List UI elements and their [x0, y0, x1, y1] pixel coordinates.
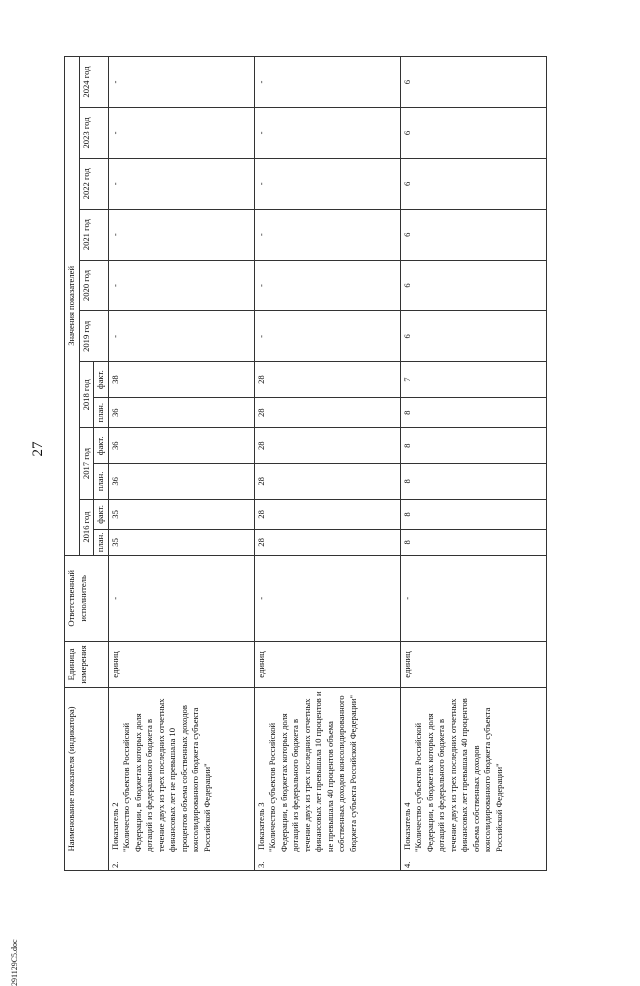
value-2018-fact: 7: [400, 362, 546, 398]
header-plan-2017: план.: [94, 464, 109, 500]
header-fact-2017: факт.: [94, 428, 109, 464]
value-2020: -: [108, 260, 254, 311]
value-2022: -: [108, 158, 254, 209]
value-2016-plan: 35: [108, 530, 254, 555]
rotated-page: [64, 11, 544, 871]
value-2019: 6: [400, 311, 546, 362]
unit-cell: единиц: [108, 642, 254, 688]
value-2017-plan: 8: [400, 464, 546, 500]
indicator-text: "Количество субъектов Российской Федерации, в бюджетах которых доля дотаций из федерального бюджета в течение двух из трех последних отчетных финансовых лет превышала 40 процентов объема собственных доходов консолидированного бюджета субъекта Российской Федерации": [413, 698, 504, 852]
value-2018-plan: 36: [108, 397, 254, 428]
header-plan-2016: план.: [94, 530, 109, 555]
value-2017-fact: 36: [108, 428, 254, 464]
value-2022: 6: [400, 158, 546, 209]
indicator-label: Показатель 2: [109, 802, 120, 850]
header-fact-2018: факт.: [94, 362, 109, 398]
value-2020: 6: [400, 260, 546, 311]
header-year-2020: 2020 год: [79, 260, 108, 311]
value-2018-fact: 28: [254, 362, 400, 398]
row-number: 3.: [255, 861, 266, 868]
value-2016-fact: 35: [108, 499, 254, 530]
row-number: 2.: [109, 861, 120, 868]
indicator-label: Показатель 3: [255, 802, 266, 850]
value-2024: -: [254, 57, 400, 108]
header-year-2024: 2024 год: [79, 57, 108, 108]
value-2020: -: [254, 260, 400, 311]
header-year-2021: 2021 год: [79, 209, 108, 260]
value-2016-plan: 28: [254, 530, 400, 555]
header-year-2022: 2022 год: [79, 158, 108, 209]
header-year-2016: 2016 год: [79, 499, 94, 555]
value-2023: 6: [400, 108, 546, 159]
value-2016-plan: 8: [400, 530, 546, 555]
indicator-name-cell: [254, 687, 400, 870]
unit-cell: единиц: [400, 642, 546, 688]
header-plan-2018: план.: [94, 397, 109, 428]
row-number: 4.: [401, 861, 412, 868]
unit-cell: единиц: [254, 642, 400, 688]
header-year-2017: 2017 год: [79, 428, 94, 499]
value-2021: -: [254, 209, 400, 260]
indicators-table: [64, 31, 547, 871]
value-2018-plan: 8: [400, 397, 546, 428]
value-2016-fact: 28: [254, 499, 400, 530]
header-name: Наименование показателя (индикатора): [65, 687, 109, 870]
value-2018-fact: 38: [108, 362, 254, 398]
value-2019: -: [254, 311, 400, 362]
header-year-2018: 2018 год: [79, 362, 94, 428]
value-2023: -: [108, 108, 254, 159]
value-2017-plan: 36: [108, 464, 254, 500]
value-2023: -: [254, 108, 400, 159]
table-row: [400, 31, 546, 871]
indicator-text: "Количество субъектов Российской Федерации, в бюджетах которых доля дотаций из федерального бюджета в течение двух из трех последних отчетных финансовых лет превышала 10 процентов и не превышала 40 процентов объема собственных доходов консолидированного бюджета субъекта Российской Федерации": [267, 691, 358, 852]
indicator-label: Показатель 4: [401, 802, 412, 850]
header-year-2019: 2019 год: [79, 311, 108, 362]
responsible-cell: -: [400, 555, 546, 641]
indicator-name-cell: [400, 687, 546, 870]
header-values-group: Значения показателей: [65, 57, 80, 556]
header-fact-2016: факт.: [94, 499, 109, 530]
table-row: [254, 31, 400, 871]
document-footer: 291129C5.doc: [10, 939, 19, 986]
value-2019: -: [108, 311, 254, 362]
responsible-cell: -: [108, 555, 254, 641]
value-2016-fact: 8: [400, 499, 546, 530]
value-2017-fact: 8: [400, 428, 546, 464]
table-row: [108, 31, 254, 871]
value-2022: -: [254, 158, 400, 209]
header-unit: Единица измерения: [65, 642, 109, 688]
value-2017-plan: 28: [254, 464, 400, 500]
value-2021: 6: [400, 209, 546, 260]
value-2017-fact: 28: [254, 428, 400, 464]
indicator-name-cell: [108, 687, 254, 870]
value-2024: -: [108, 57, 254, 108]
indicator-text: "Количество субъектов Российской Федерации, в бюджетах которых доля дотаций из федерального бюджета в течение двух из трех последних отчетных финансовых лет не превышала 10 процентов объема собственных доходов консолидированного бюджета субъекта Российской Федерации": [121, 698, 212, 852]
responsible-cell: -: [254, 555, 400, 641]
header-year-2023: 2023 год: [79, 108, 108, 159]
header-responsible: Ответственный исполнитель: [65, 555, 109, 641]
page-number: 27: [30, 441, 46, 457]
value-2018-plan: 28: [254, 397, 400, 428]
value-2021: -: [108, 209, 254, 260]
value-2024: 6: [400, 57, 546, 108]
